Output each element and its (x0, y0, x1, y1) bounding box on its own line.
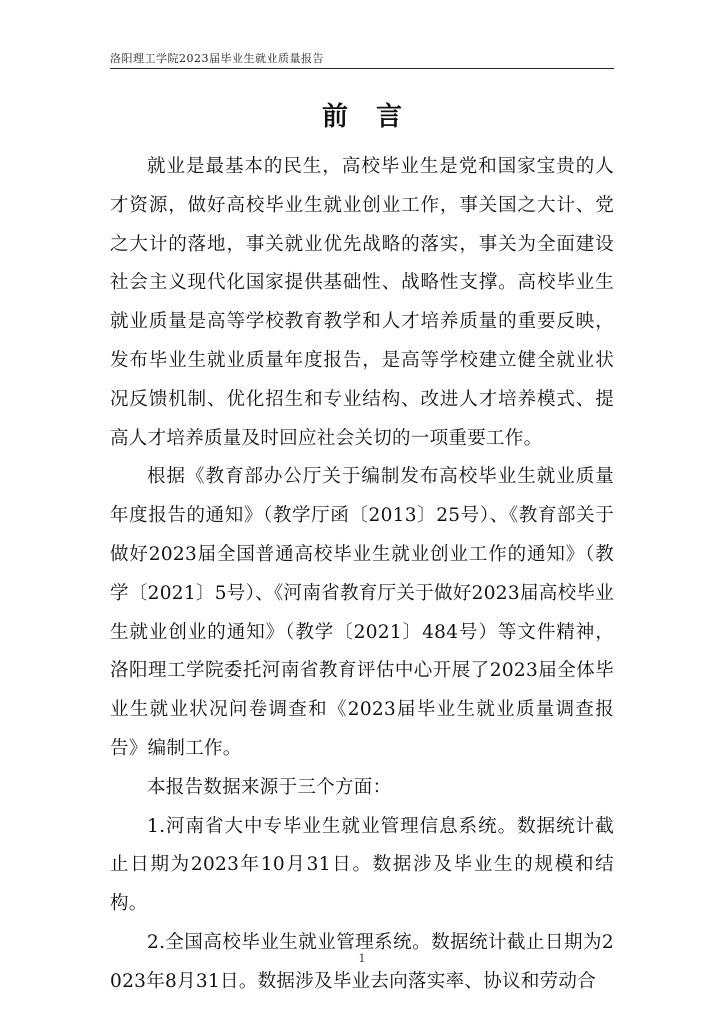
running-header: 洛阳理工学院2023届毕业生就业质量报告 (110, 52, 324, 65)
document-body (110, 148, 614, 1002)
page-title: 前言 (321, 102, 430, 132)
paragraph-source-1: 1.河南省大中专毕业生就业管理信息系统。数据统计截止日期为2023年10月31日。数据涉及毕业生的规模和结构。 (110, 815, 614, 915)
paragraph-sources-intro: 本报告数据来源于三个方面： (147, 776, 392, 798)
paragraph-intro: 就业是最基本的民生，高校毕业生是党和国家宝贵的人才资源，做好高校毕业生就业创业工作，事关国之大计、党之大计的落地，事关就业优先战略的落实，事关为全面建设社会主义现代化国家提供基础性、战略性支撑。高校毕业生就业质量是高等学校教育教学和人才培养质量的重要反映，发布毕业生就业质量年度报告，是高等学校建立健全就业状况反馈机制、优化招生和专业结构、改进人才培养模式、提高人才培养质量及时回应社会关切的一项重要工作。 (110, 156, 614, 449)
paragraph-basis: 根据《教育部办公厅关于编制发布高校毕业生就业质量年度报告的通知》（教学厅函〔2013〕25号）、《教育部关于做好2023届全国普通高校毕业生就业创业工作的通知》（教学〔2021〕5号）、《河南省教育厅关于做好2023届高校毕业生就业创业的通知》（教学〔2021〕484号）等文件精神，洛阳理工学院委托河南省教育评估中心开展了2023届全体毕业生就业状况问卷调查和《2023届毕业生就业质量调查报告》编制工作。 (110, 466, 614, 759)
header-divider (110, 68, 614, 69)
page-number: 1 (358, 952, 366, 965)
paragraph-source-2: 2.全国高校毕业生就业管理系统。数据统计截止日期为2023年8月31日。数据涉及毕业去向落实率、协议和劳动合 (110, 931, 614, 992)
